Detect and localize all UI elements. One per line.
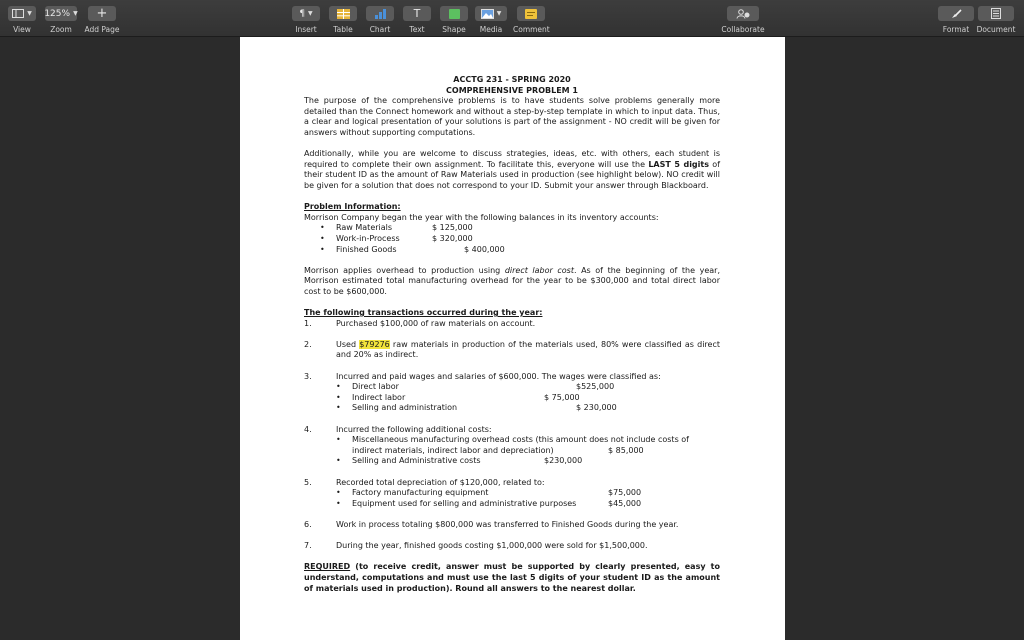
add-page-button[interactable] <box>84 0 120 34</box>
zoom-button[interactable] <box>44 0 78 34</box>
wage-direct-labor: • Direct labor $525,000 <box>336 382 720 393</box>
chart-button[interactable] <box>365 0 395 34</box>
toolbar <box>0 0 1024 37</box>
collaborate-icon <box>727 6 759 21</box>
transaction-7: 7. During the year, finished goods costing $1,000,000 were sold for $1,500,000. <box>304 541 648 551</box>
doc-title-course: ACCTG 231 - SPRING 2020 <box>453 75 571 84</box>
wage-indirect-labor: • Indirect labor $ 75,000 <box>336 393 720 404</box>
document-label: Document <box>976 25 1016 34</box>
depreciation-factory: • Factory manufacturing equipment $75,000 <box>336 488 720 499</box>
intro-paragraph: The purpose of the comprehensive problems is to have students solve problems generally more detailed than the Connect homework and without a step-by-step template in which to input data. Thus, a clear and logical presentation of your solutions is part of the assignment - NO credit will be given for answers without supporting computations. <box>304 96 720 137</box>
transaction-4: 4. Incurred the following additional costs: • Miscellaneous manufacturing overhead costs (this amount does not include costs of indirect materials, indirect labor and depreciation) $ 85,000 • Selling and Administrative costs $230,000 <box>304 425 720 467</box>
transaction-2: 2. Used $79276 raw materials in production of the materials used, 80% were classified as direct and 20% as indirect. <box>304 339 720 360</box>
sidebar-view-icon: ▼ <box>8 6 36 21</box>
required-heading: REQUIRED <box>304 562 351 572</box>
cost-selling-admin: • Selling and Administrative costs $230,000 <box>336 456 720 467</box>
shape-icon <box>440 6 468 21</box>
view-label: View <box>13 25 31 34</box>
format-button[interactable] <box>938 0 974 34</box>
chart-label: Chart <box>369 25 391 34</box>
view-button[interactable] <box>6 0 38 34</box>
zoom-value: 125% <box>44 8 71 19</box>
comment-label: Comment <box>513 25 550 34</box>
collaborate-button[interactable] <box>718 0 768 34</box>
doc-title-problem: COMPREHENSIVE PROBLEM 1 <box>446 85 578 95</box>
collaborate-label: Collaborate <box>721 25 765 34</box>
text-box-icon: T <box>403 6 431 21</box>
document-button[interactable] <box>976 0 1016 34</box>
wage-selling-admin: • Selling and administration $ 230,000 <box>336 403 720 414</box>
table-icon <box>329 6 357 21</box>
comment-icon <box>517 6 545 21</box>
chevron-down-icon: ▼ <box>73 10 78 17</box>
media-label: Media <box>479 25 503 34</box>
text-button[interactable] <box>402 0 432 34</box>
inventory-raw-materials: • Raw Materials $ 125,000 <box>304 223 720 234</box>
plus-icon: + <box>88 6 116 21</box>
media-icon: ▼ <box>475 6 507 21</box>
problem-information-heading: Problem Information: <box>304 202 401 212</box>
transaction-3: 3. Incurred and paid wages and salaries of $600,000. The wages were classified as: • Direct labor $525,000 • Indirect labor $ 75,000 • Selling and administration $ 230,000 <box>304 372 720 414</box>
overhead-paragraph: Morrison applies overhead to production using direct labor cost. As of the beginning of the year, Morrison estimated total manufacturing overhead for the year to be $300,000 and total direct labor cost to be $600,000. <box>304 265 720 296</box>
shape-label: Shape <box>442 25 466 34</box>
format-label: Format <box>942 25 970 34</box>
required-paragraph: REQUIRED (to receive credit, answer must be supported by clearly presented, easy to understand, computations and must use the last 5 digits of your student ID as the amount of materials used in production). Round all answers to the nearest dollar. <box>304 562 720 593</box>
insert-label: Insert <box>295 25 317 34</box>
last-five-digits-emphasis: LAST 5 digits <box>648 159 709 169</box>
inventory-finished-goods: • Finished Goods $ 400,000 <box>304 245 720 256</box>
paintbrush-icon <box>938 6 974 21</box>
transaction-5: 5. Recorded total depreciation of $120,000, related to: • Factory manufacturing equipment $75,000 • Equipment used for selling and administrative purposes $45,000 <box>304 478 720 510</box>
media-button[interactable] <box>474 0 508 34</box>
problem-intro: Morrison Company began the year with the following balances in its inventory accounts: <box>304 212 659 222</box>
comment-button[interactable] <box>513 0 549 34</box>
document-body <box>304 75 720 594</box>
transaction-1: 1. Purchased $100,000 of raw materials on account. <box>304 318 536 328</box>
cost-misc-overhead: • Miscellaneous manufacturing overhead costs (this amount does not include costs of indirect materials, indirect labor and depreciation) $ 85,000 <box>336 435 720 456</box>
additional-paragraph: Additionally, while you are welcome to discuss strategies, ideas, etc. with others, each student is required to complete their own assignment. To facilitate this, everyone will use the LAST 5 digits of their student ID as the amount of Raw Materials used in production (see highlight below). NO credit will be given for a solution that does not correspond to your ID. Submit your answer through Blackboard. <box>304 149 721 190</box>
add-page-label: Add Page <box>84 25 120 34</box>
paragraph-icon: ¶ <box>299 8 306 19</box>
chart-icon <box>366 6 394 21</box>
table-button[interactable] <box>328 0 358 34</box>
document-page[interactable] <box>240 37 785 640</box>
document-icon <box>978 6 1014 21</box>
transaction-6: 6. Work in process totaling $800,000 was transferred to Finished Goods during the year. <box>304 519 679 529</box>
student-id-highlight: $79276 <box>359 339 390 349</box>
table-label: Table <box>333 25 353 34</box>
zoom-label: Zoom <box>50 25 72 34</box>
text-label: Text <box>409 25 425 34</box>
depreciation-selling-admin: • Equipment used for selling and administrative purposes $45,000 <box>336 499 720 510</box>
inventory-work-in-process: • Work-in-Process $ 320,000 <box>304 234 720 245</box>
transactions-heading: The following transactions occurred during the year: <box>304 308 543 318</box>
insert-button[interactable]: ¶ ▼ Insert <box>291 0 321 34</box>
shape-button[interactable] <box>439 0 469 34</box>
